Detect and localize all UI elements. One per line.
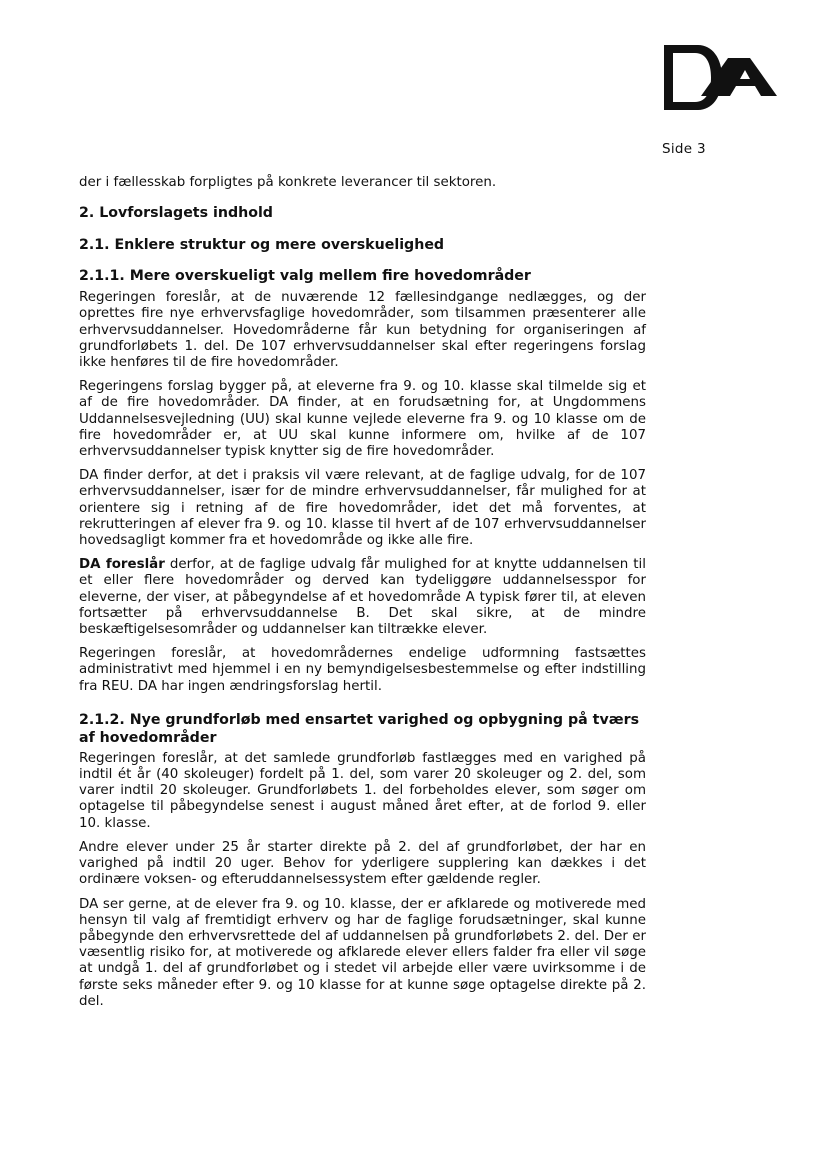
paragraph-7: Andre elever under 25 år starter direkte på 2. del af grundforløbet, der har en varighed på indtil 20 uger. Behov for yderligere supplering kan dækkes i det ordinære voksen- og efteruddannelsessystem efter gældende regler.: [79, 839, 646, 888]
page-number: Side 3: [662, 141, 706, 157]
heading-2-1: 2.1. Enklere struktur og mere overskuelighed: [79, 237, 445, 254]
paragraph-6: Regeringen foreslår, at det samlede grundforløb fastlægges med en varighed på indtil ét år (40 skoleuger) fordelt på 1. del, som varer 20 skoleuger og 2. del, som varer indtil 20 skoleuger. Grundforløbets 1. del forbeholdes elever, som søger om optagelse til påbegyndelse senest i august måned året efter, at de forlod 9. eller 10. klasse.: [79, 750, 646, 831]
heading-2: 2. Lovforslagets indhold: [79, 205, 273, 222]
paragraph-4-bold-lead: DA foreslår: [79, 557, 165, 573]
paragraph-8: DA ser gerne, at de elever fra 9. og 10. klasse, der er afklarede og motiverede med hensyn til valg af fremtidigt erhverv og har de faglige forudsætninger, skal kunne påbegynde den erhvervsrettede del af uddannelsen på grundforløbets 2. del. Der er væsentlig risiko for, at motiverede og afklarede elever ellers falder fra eller vil søge at undgå 1. del af grundforløbet og i stedet vil arbejde eller være uvirksomme i de første seks måneder efter 9. og 10 klasse for at kunne søge optagelse direkte på 2. del.: [79, 896, 646, 1009]
paragraph-4: [79, 557, 646, 638]
document-body: [79, 175, 646, 1018]
paragraph-4-text: derfor, at de faglige udvalg får mulighed for at knytte uddannelsen til et eller flere hovedområder og derved kan tydeliggøre uddannelsesspor for eleverne, der viser, at påbegyndelse af et hovedområde A typisk fører til, at eleven fortsætter på erhvervsuddannelse B. Det skal sikre, at de mindre beskæftigelsesområder og uddannelser kan tiltrække elever.: [79, 557, 646, 638]
logo-d-shape: [664, 45, 722, 110]
paragraph-2: Regeringens forslag bygger på, at eleverne fra 9. og 10. klasse skal tilmelde sig et af de fire hovedområder. DA finder, at en forudsætning for, at Ungdommens Uddannelsesvejledning (UU) skal kunne vejlede eleverne fra 9. og 10 klasse om de fire hovedområder er, at UU skal kunne informere om, hvilke af de 107 erhvervsuddannelser typisk knytter sig de fire hovedområder.: [79, 379, 646, 460]
paragraph-3: DA finder derfor, at det i praksis vil være relevant, at de faglige udvalg, for de 107 erhvervsuddannelser, især for de mindre erhvervsuddannelser, får mulighed for at orientere sig i retning af de fire hovedområder, idet det må forventes, at rekrutteringen af elever fra 9. og 10. klasse til hvert af de 107 erhvervsuddannelser hovedsagligt kommer fra et hovedområde og ikke alle fire.: [79, 468, 646, 549]
paragraph-1: Regeringen foreslår, at de nuværende 12 fællesindgange nedlægges, og der oprettes fire nye erhvervsfaglige hovedområder, som tilsammen præsenterer alle erhvervsuddannelser. Hovedområderne får kun betydning for organiseringen af grundforløbets 1. del. De 107 erhvervsuddannelser skal efter regeringens forslag ikke henføres til de fire hovedområder.: [79, 290, 646, 371]
heading-2-1-1: 2.1.1. Mere overskueligt valg mellem fire hovedområder: [79, 268, 531, 285]
paragraph-5: Regeringen foreslår, at hovedområdernes endelige udformning fastsættes administrativt med hjemmel i en ny bemyndigelsesbestemmelse og efter indstilling fra REU. DA har ingen ændringsforslag hertil.: [79, 646, 646, 694]
intro-text: der i fællesskab forpligtes på konkrete leverancer til sektoren.: [79, 175, 497, 190]
da-logo: [664, 45, 777, 110]
heading-2-1-2: 2.1.2. Nye grundforløb med ensartet varighed og opbygning på tværs af hovedområder: [79, 711, 640, 746]
